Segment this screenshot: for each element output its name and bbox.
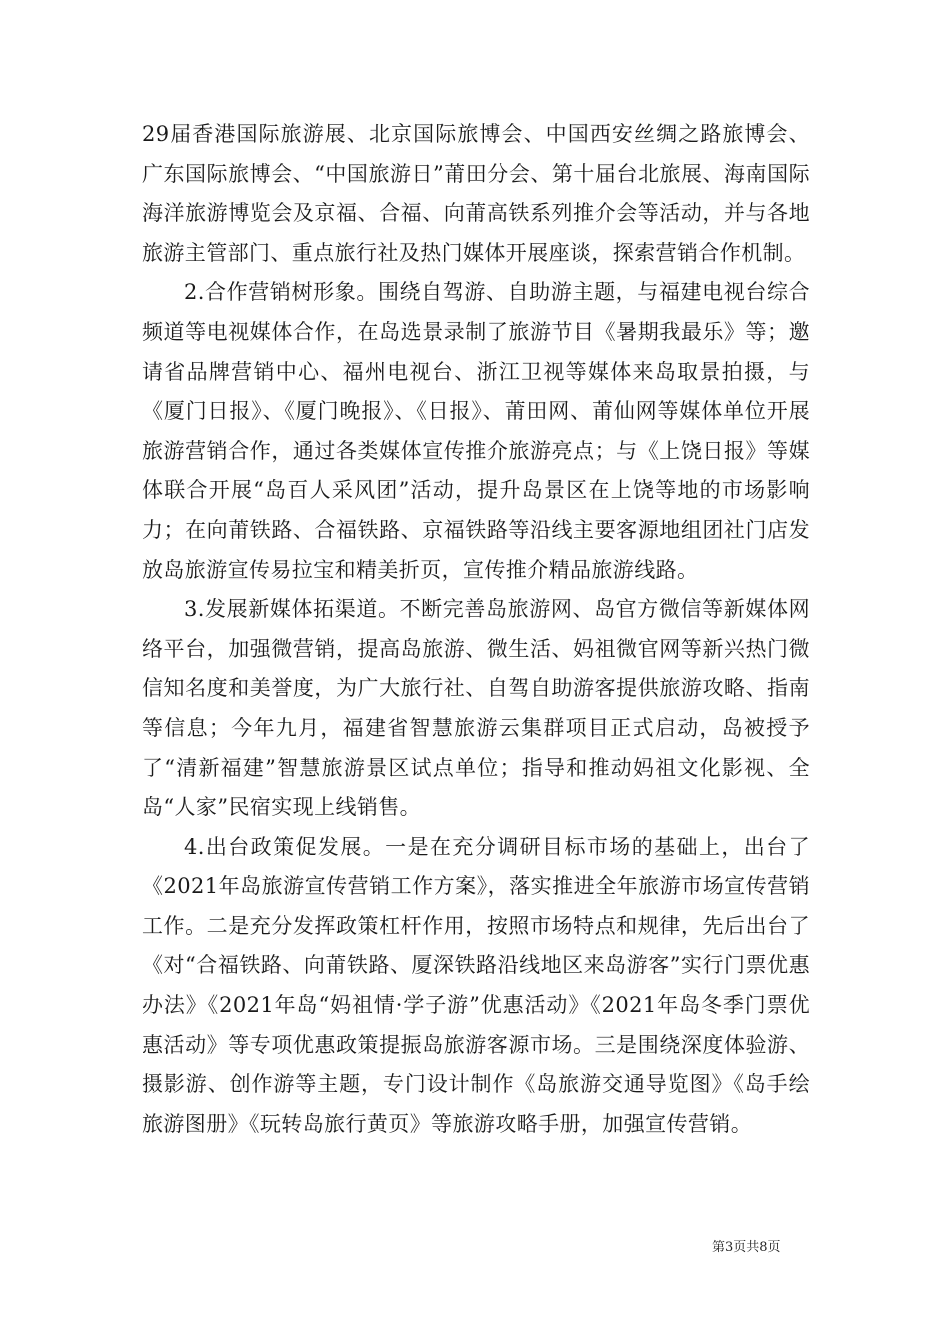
paragraph-3: 3.发展新媒体拓渠道。不断完善岛旅游网、岛官方微信等新媒体网络平台，加强微营销，提高岛旅游、微生活、妈祖微官网等新兴热门微信知名度和美誉度，为广大旅行社、自驾自助游客提供旅游攻略、指南等信息；今年九月，福建省智慧旅游云集群项目正式启动，岛被授予了“清新福建”智慧旅游景区试点单位；指导和推动妈祖文化影视、全岛“人家”民宿实现上线销售。 xyxy=(142,597,810,820)
page-number-footer: 第3页共8页 xyxy=(712,1240,781,1255)
document-body xyxy=(142,115,810,1144)
paragraph-1: 29届香港国际旅游展、北京国际旅博会、中国西安丝绸之路旅博会、广东国际旅博会、“中国旅游日”莆田分会、第十届台北旅展、海南国际海洋旅游博览会及京福、合福、向莆高铁系列推介会等活动，并与各地旅游主管部门、重点旅行社及热门媒体开展座谈，探索营销合作机制。 xyxy=(142,122,810,265)
paragraph-2: 2.合作营销树形象。围绕自驾游、自助游主题，与福建电视台综合频道等电视媒体合作，在岛选景录制了旅游节目《暑期我最乐》等；邀请省品牌营销中心、福州电视台、浙江卫视等媒体来岛取景拍摄，与《厦门日报》、《厦门晚报》、《日报》、莆田网、莆仙网等媒体单位开展旅游营销合作，通过各类媒体宣传推介旅游亮点；与《上饶日报》等媒体联合开展“岛百人采风团”活动，提升岛景区在上饶等地的市场影响力；在向莆铁路、合福铁路、京福铁路等沿线主要客源地组团社门店发放岛旅游宣传易拉宝和精美折页，宣传推介精品旅游线路。 xyxy=(142,280,810,582)
paragraph-4: 4.出台政策促发展。一是在充分调研目标市场的基础上，出台了《2021年岛旅游宣传营销工作方案》，落实推进全年旅游市场宣传营销工作。二是充分发挥政策杠杆作用，按照市场特点和规律，先后出台了《对“合福铁路、向莆铁路、厦深铁路沿线地区来岛游客”实行门票优惠办法》《2021年岛“妈祖情·学子游”优惠活动》《2021年岛冬季门票优惠活动》等专项优惠政策提振岛旅游客源市场。三是围绕深度体验游、摄影游、创作游等主题，专门设计制作《岛旅游交通导览图》《岛手绘旅游图册》《玩转岛旅行黄页》等旅游攻略手册，加强宣传营销。 xyxy=(142,834,810,1136)
